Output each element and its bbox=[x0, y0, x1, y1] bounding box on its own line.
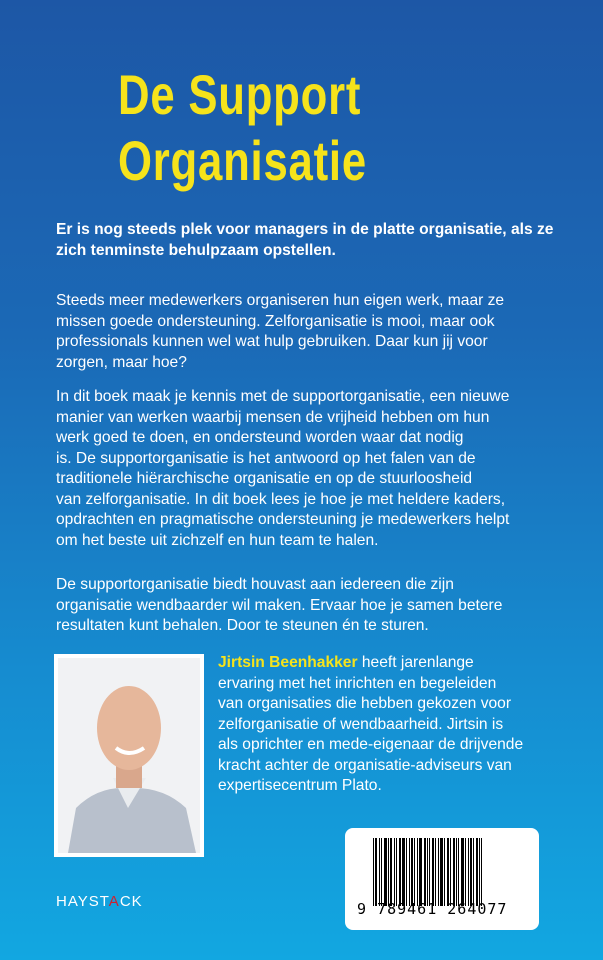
barcode-bar bbox=[481, 838, 482, 906]
barcode-bar bbox=[468, 838, 469, 906]
text-line: manier van werken waarbij mensen de vrijheid hebben om hun bbox=[56, 408, 490, 426]
barcode-bar bbox=[402, 838, 405, 906]
barcode-bar bbox=[453, 838, 455, 906]
barcode-bar bbox=[394, 838, 395, 906]
barcode-bar bbox=[432, 838, 434, 906]
barcode-bar bbox=[411, 838, 413, 906]
text-line: kracht achter de organisatie-adviseurs van bbox=[218, 756, 512, 774]
text-line: zelforganisatie of wendbaarheid. Jirtsin is bbox=[218, 715, 504, 733]
barcode-bar bbox=[444, 838, 445, 906]
barcode-bar bbox=[479, 838, 480, 906]
publisher-logo bbox=[56, 893, 143, 910]
text-line: Er is nog steeds plek voor managers in de platte organisatie, als ze bbox=[56, 221, 554, 238]
barcode-bar bbox=[388, 838, 389, 906]
barcode-bar bbox=[473, 838, 474, 906]
paragraph-1 bbox=[56, 291, 576, 373]
text-line: missen goede ondersteuning. Zelforganisatie is mooi, maar ook bbox=[56, 312, 495, 330]
text-line: als oprichter en mede-eigenaar de drijvende bbox=[218, 736, 524, 753]
isbn-barcode bbox=[345, 828, 539, 930]
barcode-bar bbox=[406, 838, 407, 906]
text-line: expertisecentrum Plato. bbox=[218, 777, 382, 794]
barcode-bar bbox=[440, 838, 443, 906]
barcode-bar bbox=[419, 838, 422, 906]
barcode-bar bbox=[429, 838, 430, 906]
barcode-bar bbox=[447, 838, 449, 906]
author-photo bbox=[54, 654, 204, 857]
text-line: zorgen, maar hoe? bbox=[56, 353, 187, 371]
text-line: De supportorganisatie biedt houvast aan iedereen die zijn bbox=[56, 576, 454, 593]
text-line: resultaten kunt behalen. Door te steunen én te sturen. bbox=[56, 617, 429, 634]
barcode-bar bbox=[384, 838, 387, 906]
text-line: van organisaties die hebben gekozen voor bbox=[218, 695, 512, 712]
text-line: zich tenminste behulpzaam opstellen. bbox=[56, 241, 336, 259]
triangle-icon: A bbox=[108, 893, 120, 910]
barcode-bar bbox=[450, 838, 451, 906]
text-line: is. De supportorganisatie is het antwoord op het falen van de bbox=[56, 449, 476, 467]
barcode-bar bbox=[438, 838, 439, 906]
barcode-bar bbox=[414, 838, 415, 906]
text-line: van zelforganisatie. In dit boek lees je hoe je met heldere kaders, bbox=[56, 490, 506, 508]
barcode-bar bbox=[417, 838, 418, 906]
barcode-bar bbox=[390, 838, 392, 906]
lead-paragraph bbox=[56, 220, 576, 261]
barcode-bar bbox=[399, 838, 401, 906]
logo-text: HAYST bbox=[56, 893, 109, 910]
author-bio bbox=[218, 653, 523, 797]
barcode-bar bbox=[427, 838, 428, 906]
text-line: werk goed te doen, en ondersteund worden waar dat nodig bbox=[56, 429, 464, 446]
isbn-number: 9 789461 264077 bbox=[357, 900, 508, 918]
title-line: De Support bbox=[118, 63, 362, 126]
text-line: traditionele hiërarchische organisatie en op de stuurloosheid bbox=[56, 470, 473, 487]
barcode-bar bbox=[396, 838, 397, 906]
barcode-bars bbox=[373, 838, 484, 906]
author-name: Jirtsin Beenhakker bbox=[218, 654, 358, 671]
text-line: om het beste uit zichzelf en hun team te halen. bbox=[56, 531, 379, 549]
barcode-bar bbox=[381, 838, 382, 906]
barcode-bar bbox=[470, 838, 472, 906]
text-line: organisatie wendbaarder wil maken. Ervaar hoe je samen betere bbox=[56, 596, 503, 614]
text-line: opdrachten en pragmatische ondersteuning je medewerkers helpt bbox=[56, 511, 510, 528]
logo-text: CK bbox=[119, 893, 143, 910]
barcode-bar bbox=[476, 838, 478, 906]
barcode-bar bbox=[375, 838, 377, 906]
text-line: professionals kunnen wel wat hulp gebruiken. Daar kun jij voor bbox=[56, 333, 488, 350]
barcode-bar bbox=[409, 838, 410, 906]
barcode-bar bbox=[465, 838, 466, 906]
barcode-bar bbox=[461, 838, 464, 906]
barcode-bar bbox=[458, 838, 459, 906]
text-line: Steeds meer medewerkers organiseren hun eigen werk, maar ze bbox=[56, 292, 505, 309]
paragraph-2 bbox=[56, 387, 576, 551]
barcode-bar bbox=[379, 838, 380, 906]
barcode-bar bbox=[424, 838, 426, 906]
text-line: ervaring met het inrichten en begeleiden bbox=[218, 674, 497, 692]
paragraph-3 bbox=[56, 575, 576, 637]
barcode-bar bbox=[373, 838, 374, 906]
book-title bbox=[118, 62, 367, 194]
text-line: heeft jarenlange bbox=[357, 654, 474, 671]
barcode-bar bbox=[435, 838, 436, 906]
text-line: In dit boek maak je kennis met de supportorganisatie, een nieuwe bbox=[56, 388, 510, 405]
title-line: Organisatie bbox=[118, 129, 367, 192]
barcode-bar bbox=[456, 838, 457, 906]
